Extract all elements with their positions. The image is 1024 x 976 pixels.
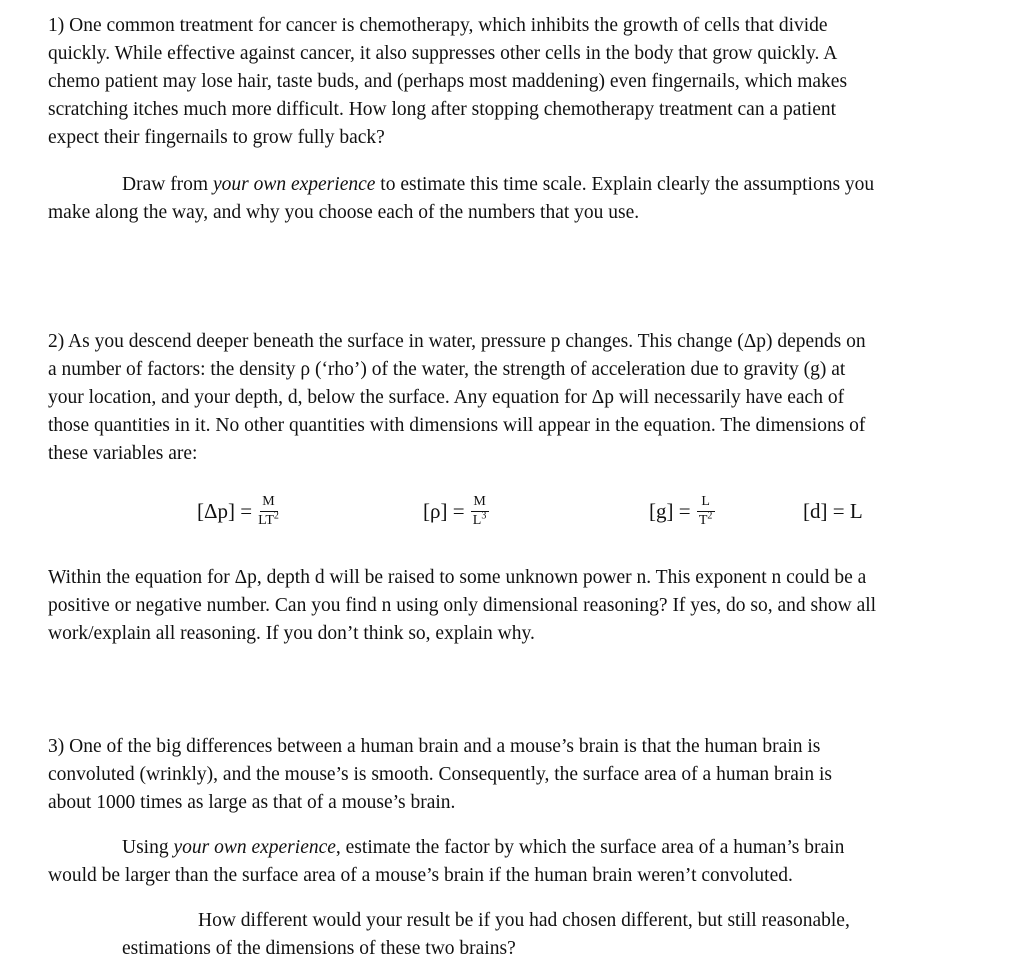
text-segment: Using	[122, 837, 174, 858]
equation-fraction	[471, 494, 489, 529]
equation-text: [d] = L	[803, 498, 863, 523]
text-line: these variables are:	[48, 443, 198, 464]
text-line: about 1000 times as large as that of a mouse’s brain.	[48, 792, 456, 813]
fraction-numerator: M	[260, 494, 278, 512]
equation-g	[649, 486, 715, 536]
text-line: convoluted (wrinkly), and the mouse’s is smooth. Consequently, the surface area of a human brain is	[48, 764, 832, 785]
question-3-followup	[48, 907, 850, 963]
text-line: make along the way, and why you choose each of the numbers that you use.	[48, 202, 640, 223]
text-line: positive or negative number. Can you find n using only dimensional reasoning? If yes, do so, and show all	[48, 595, 877, 616]
denominator-base: LT	[258, 512, 274, 528]
text-segment: Draw from	[122, 174, 213, 195]
text-line: chemo patient may lose hair, taste buds, and (perhaps most maddening) even fingernails, which makes	[48, 71, 848, 92]
question-1-text	[48, 12, 847, 152]
emphasis-text: your own experience	[173, 837, 336, 858]
question-2-followup	[48, 564, 876, 648]
text-line: scratching itches much more difficult. How long after stopping chemotherapy treatment can a patient	[48, 99, 837, 120]
fraction-numerator: L	[697, 494, 715, 512]
question-1-instructions	[48, 171, 874, 227]
fraction-denominator	[698, 509, 713, 529]
equation-rho	[423, 486, 489, 536]
question-2-text	[48, 328, 866, 468]
fraction-numerator: M	[471, 494, 489, 512]
equation-lhs: [ρ] =	[423, 498, 465, 523]
text-line: would be larger than the surface area of a mouse’s brain if the human brain weren’t convoluted.	[48, 865, 793, 886]
equation-fraction	[697, 494, 715, 529]
fraction-denominator	[472, 509, 487, 529]
text-segment: , estimate the factor by which the surface area of a human’s brain	[335, 837, 845, 858]
text-line: work/explain all reasoning. If you don’t think so, explain why.	[48, 623, 535, 644]
question-3-instructions	[48, 834, 844, 890]
denominator-base: L	[472, 512, 482, 528]
text-line: How different would your result be if you had chosen different, but still reasonable,	[198, 910, 850, 931]
question-3-text	[48, 733, 832, 817]
text-line: your location, and your depth, d, below the surface. Any equation for Δp will necessarily have each of	[48, 387, 845, 408]
equation-d	[803, 486, 863, 536]
denominator-exponent: 3	[481, 509, 487, 521]
denominator-exponent: 2	[707, 509, 713, 521]
text-line: a number of factors: the density ρ (‘rho’) of the water, the strength of acceleration due to gravity (g) at	[48, 359, 846, 380]
text-line: 1) One common treatment for cancer is chemotherapy, which inhibits the growth of cells that divide	[48, 15, 828, 36]
equation-delta-p	[197, 486, 279, 536]
text-segment: to estimate this time scale. Explain clearly the assumptions you	[375, 174, 875, 195]
emphasis-text: your own experience	[212, 174, 376, 195]
text-line	[48, 171, 874, 199]
fraction-denominator	[258, 509, 279, 529]
denominator-exponent: 2	[273, 509, 279, 521]
equation-lhs: [Δp] =	[197, 498, 253, 523]
text-line: 3) One of the big differences between a human brain and a mouse’s brain is that the human brain is	[48, 736, 821, 757]
text-line: Within the equation for Δp, depth d will be raised to some unknown power n. This exponent n could be a	[48, 567, 867, 588]
text-line: quickly. While effective against cancer, it also suppresses other cells in the body that grow quickly. A	[48, 43, 838, 64]
text-line: estimations of the dimensions of these two brains?	[122, 938, 516, 959]
denominator-base: T	[698, 512, 708, 528]
equation-fraction	[258, 494, 279, 529]
text-line: those quantities in it. No other quantities with dimensions will appear in the equation. The dimensions of	[48, 415, 866, 436]
equation-lhs: [g] =	[649, 498, 691, 523]
text-line: expect their fingernails to grow fully back?	[48, 127, 385, 148]
text-line: 2) As you descend deeper beneath the surface in water, pressure p changes. This change (Δp) depends on	[48, 331, 866, 352]
text-line	[48, 834, 844, 862]
